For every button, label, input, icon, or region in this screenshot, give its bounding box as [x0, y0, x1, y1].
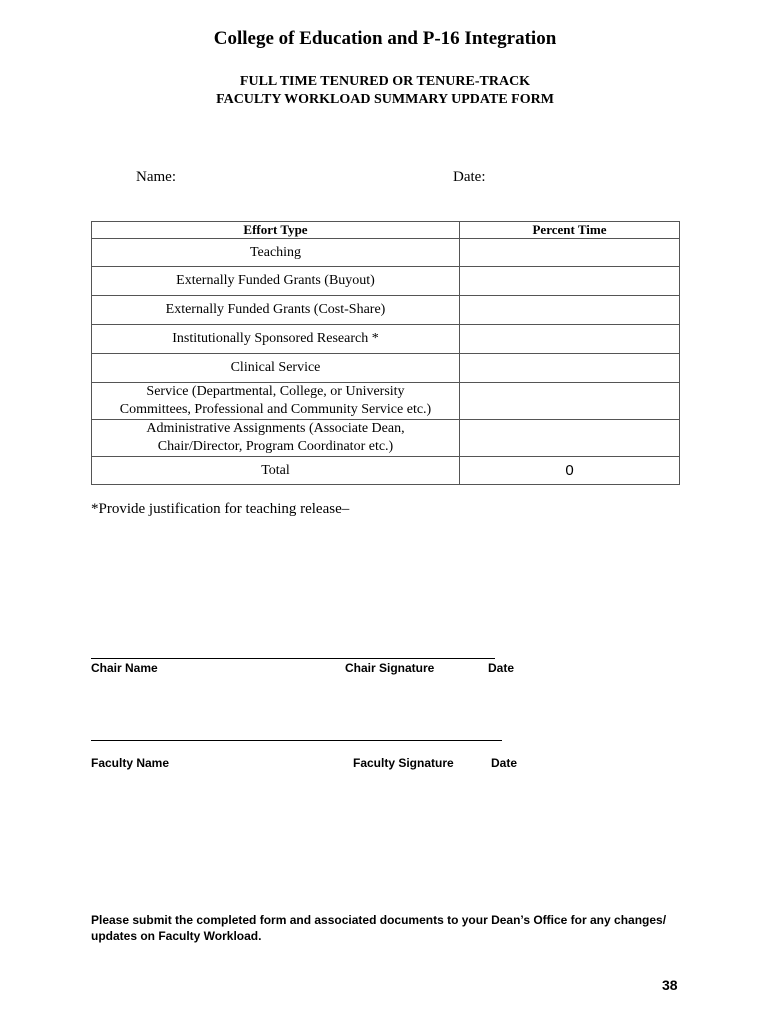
percent-cell[interactable]: [460, 296, 680, 325]
page-number: 38: [662, 977, 678, 993]
effort-label-line-1: Service (Departmental, College, or University: [146, 384, 405, 399]
effort-cell: [92, 296, 460, 325]
total-label: Total: [261, 462, 290, 478]
effort-label: Externally Funded Grants (Cost-Share): [165, 302, 386, 317]
effort-label: Institutionally Sponsored Research *: [172, 331, 379, 346]
percent-cell[interactable]: [460, 267, 680, 296]
effort-label: Externally Funded Grants (Buyout): [176, 273, 375, 288]
percent-cell[interactable]: [460, 420, 680, 457]
table-row: [92, 420, 680, 457]
effort-label: Clinical Service: [230, 360, 321, 375]
table-row: [92, 354, 680, 383]
table-row: [92, 325, 680, 354]
faculty-signature-label: Faculty Signature: [353, 756, 454, 770]
chair-signature-label: Chair Signature: [345, 661, 435, 675]
effort-cell: [92, 420, 460, 457]
justification-footnote: *Provide justification for teaching release–: [91, 501, 350, 517]
chair-signature-line[interactable]: [91, 658, 495, 659]
workload-table: [91, 221, 680, 485]
effort-cell: [92, 354, 460, 383]
effort-label-line-2: Committees, Professional and Community Service etc.): [119, 402, 432, 417]
total-percent-value: 0: [460, 457, 680, 485]
effort-type-header: Effort Type: [92, 222, 460, 239]
page-title: College of Education and P-16 Integration: [213, 28, 557, 49]
table-row: [92, 239, 680, 267]
faculty-date-label: Date: [491, 756, 518, 770]
table-header-row: [92, 222, 680, 239]
chair-date-label: Date: [488, 661, 515, 675]
subtitle-line-1: FULL TIME TENURED OR TENURE-TRACK: [239, 74, 531, 89]
table-row: [92, 296, 680, 325]
form-subtitle: [0, 73, 770, 109]
effort-cell: [92, 267, 460, 296]
percent-cell[interactable]: [460, 383, 680, 420]
percent-cell[interactable]: [460, 239, 680, 267]
submission-instructions: [91, 912, 691, 944]
submission-instructions-line-2: updates on Faculty Workload.: [91, 929, 262, 943]
percent-cell[interactable]: [460, 354, 680, 383]
effort-label-line-2: Chair/Director, Program Coordinator etc.): [157, 439, 394, 454]
table-row: [92, 267, 680, 296]
chair-name-label: Chair Name: [91, 661, 158, 675]
effort-cell: [92, 239, 460, 267]
effort-label-line-1: Administrative Assignments (Associate Dean,: [146, 421, 405, 436]
name-label: Name:: [136, 169, 176, 185]
table-row: [92, 383, 680, 420]
date-label: Date:: [453, 169, 486, 185]
faculty-signature-line[interactable]: [91, 740, 502, 741]
table-row-total: [92, 457, 680, 485]
effort-label: Teaching: [249, 244, 302, 260]
faculty-name-label: Faculty Name: [91, 756, 170, 770]
percent-time-header: Percent Time: [460, 222, 680, 239]
effort-cell: [92, 457, 460, 485]
submission-instructions-line-1: Please submit the completed form and associated documents to your Dean’s Office for any changes/: [91, 913, 667, 927]
effort-cell: [92, 325, 460, 354]
subtitle-line-2: FACULTY WORKLOAD SUMMARY UPDATE FORM: [216, 92, 554, 107]
percent-cell[interactable]: [460, 325, 680, 354]
effort-cell: [92, 383, 460, 420]
